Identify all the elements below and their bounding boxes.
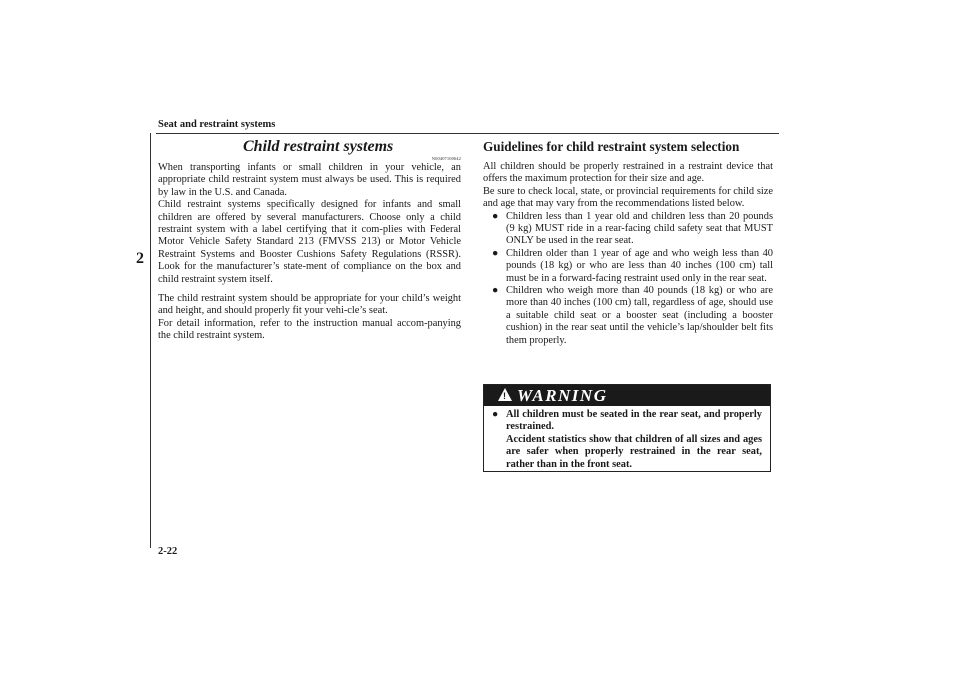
section-header: Seat and restraint systems: [158, 119, 276, 130]
bullet-icon: ●: [492, 210, 499, 222]
bullet-icon: ●: [492, 247, 499, 259]
chapter-side-tab: [127, 133, 151, 548]
page-number: 2-22: [158, 546, 178, 557]
reference-code: N00407100642: [431, 156, 461, 161]
list-item: ● Children less than 1 year old and children less than 20 pounds (9 kg) MUST ride in a rear-facing child safety seat that MUST ONLY be used in the rear seat.: [492, 210, 773, 247]
warning-label: WARNING: [517, 386, 608, 405]
right-column: [483, 137, 773, 347]
warning-box: [483, 384, 771, 472]
child-restraint-title: Child restraint systems: [243, 138, 394, 155]
instruction-paragraph: For detail information, refer to the instruction manual accom-panying the child restraint system.: [158, 317, 461, 342]
warning-header: ! WARNING: [484, 385, 770, 406]
list-item: ● Children who weigh more than 40 pounds (18 kg) or who are more than 40 inches (100 cm) tall, regardless of age, should use a suitable child seat or a booster seat (including a booster cushion) in the rear seat until the vehicle’s lap/shoulder belt fits them properly.: [492, 285, 773, 346]
guidelines-title: Guidelines for child restraint system selection: [483, 139, 740, 154]
list-item: ● Children older than 1 year of age and who weigh less than 40 pounds (18 kg) or who are less than 40 inches (100 cm) tall must be in a forward-facing restraint used only in the rear seat.: [492, 247, 773, 284]
bullet-icon: ●: [492, 409, 499, 420]
left-column: [158, 137, 461, 343]
header-rule: [156, 133, 779, 134]
fit-paragraph: The child restraint system should be appropriate for your child’s weight and height, and should properly fit your vehi-cle’s seat.: [158, 293, 461, 317]
chapter-number: 2: [136, 250, 144, 267]
bullet-icon: ●: [492, 285, 499, 297]
guidelines-intro: All children should be properly restrained in a restraint device that offers the maximum protection for their size and age.: [483, 161, 773, 185]
intro-paragraph: When transporting infants or small children in your vehicle, an appropriate child restraint system must always be used. This is required by law in the U.S. and Canada.: [158, 162, 461, 198]
guidelines-list: [483, 211, 773, 347]
manufacturer-paragraph: Child restraint systems specifically designed for infants and small children are offered by several manufacturers. Choose only a child restraint system with a label certifying that it com-plies with Federal Motor Vehicle Safety Standard 213 (FMVSS 213) or Motor Vehicle Restraint Systems and Booster Cushions Safety Regulations (RSSR). Look for the manufacturer’s state-ment of compliance on the box and child restraint system itself.: [158, 199, 461, 285]
warning-item: ● All children must be seated in the rear seat, and properly restrained. Accident statistics show that children of all sizes and ages are safer when properly restrained in the rear seat, rather than in the front seat.: [492, 409, 762, 470]
guidelines-check: Be sure to check local, state, or provincial requirements for child size and age that may vary from the recommendations listed below.: [483, 185, 773, 210]
